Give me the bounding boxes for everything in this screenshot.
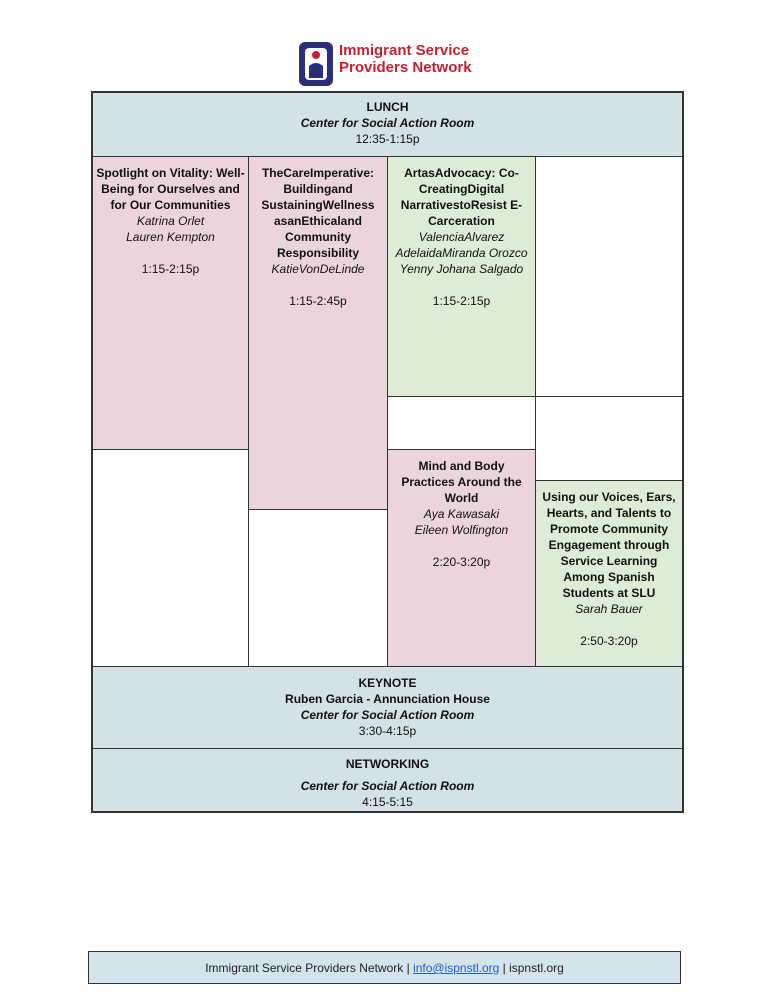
session-title: Using our Voices, Ears, Hearts, and Talents to Promote Community Engagement through Service Learning Among Spanish Students at SLU [542,490,676,600]
org-logo [297,40,487,88]
keynote-speaker: Ruben Garcia - Annunciation House [285,692,490,706]
session-title: Spotlight on Vitality: Well-Being for Ourselves and for Our Communities [96,166,245,212]
session-time: 2:20-3:20p [432,555,491,569]
session-vitality [92,156,249,450]
session-time: 1:15-2:15p [432,294,491,308]
logo-wordmark [339,42,472,76]
session-title: ArtasAdvocacy: Co-CreatingDigital NarrativestoResist E-Carceration [400,166,523,228]
session-time: 1:15-2:15p [141,262,200,276]
presenter: AdelaidaMiranda Orozco [395,246,528,260]
session-title: Mind and Body Practices Around the World [401,459,522,505]
presenter: Eileen Wolfington [414,523,509,537]
networking-location: Center for Social Action Room [300,779,475,793]
keynote-time: 3:30-4:15p [358,724,417,738]
networking-title: NETWORKING [345,757,430,771]
lunch-title: LUNCH [366,100,409,114]
networking-time: 4:15-5:15 [362,795,413,809]
session-mind [387,449,536,667]
session-care [248,156,388,510]
logo-mark-icon [297,40,335,88]
presenter: KatieVonDeLinde [271,262,365,276]
logo-line-2: Providers Network [339,59,472,76]
presenter: Katrina Orlet [136,214,205,228]
logo-line-1: Immigrant Service [339,42,470,59]
keynote-title: KEYNOTE [358,676,417,690]
page-footer [88,951,681,984]
presenter: Lauren Kempton [126,230,215,244]
presenter: Sarah Bauer [575,602,643,616]
keynote-block [92,666,683,749]
footer-site: | ispnstl.org [502,961,564,975]
empty-slot [535,156,683,397]
footer-email-link[interactable]: info@ispnstl.org [413,961,500,975]
keynote-location: Center for Social Action Room [300,708,475,722]
session-title: TheCareImperative: Buildingand SustainingWellness asanEthicaland Community Responsibility [261,166,375,260]
lunch-location: Center for Social Action Room [300,116,475,130]
presenter: Yenny Johana Salgado [399,262,524,276]
networking-block [92,748,683,812]
presenter: Aya Kawasaki [423,507,500,521]
schedule-grid [91,91,684,813]
lunch-time: 12:35-1:15p [355,132,420,146]
session-time: 1:15-2:45p [289,294,347,308]
session-art [387,156,536,397]
lunch-block [92,92,683,157]
empty-slot [92,449,249,667]
session-time: 2:50-3:20p [580,634,638,648]
session-voices [535,480,683,667]
footer-org: Immigrant Service Providers Network | [205,961,410,975]
empty-slot [248,509,388,667]
empty-slot [535,396,683,481]
presenter: ValenciaAlvarez [418,230,505,244]
empty-slot [387,396,536,450]
